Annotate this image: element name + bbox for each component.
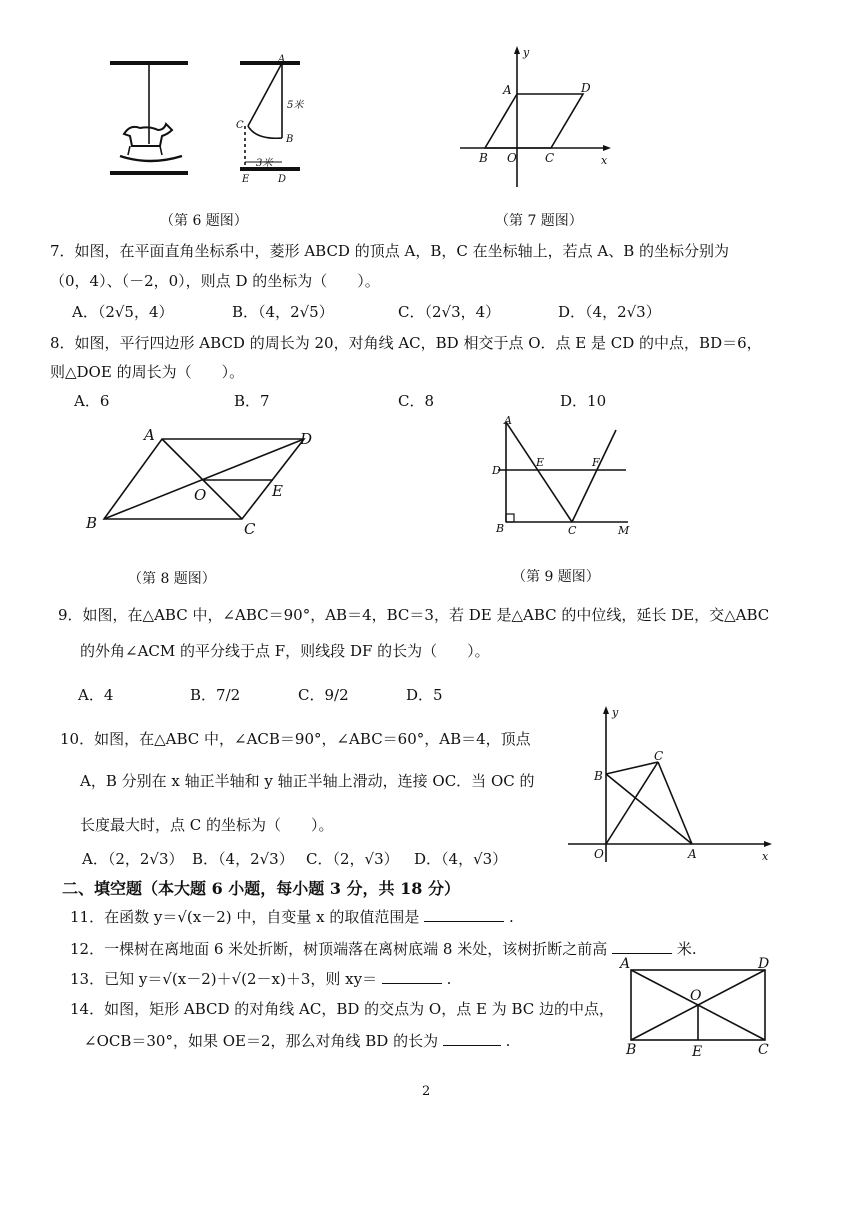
- figure-10: [566, 702, 786, 872]
- fig7-label-a: A: [503, 83, 512, 97]
- figure-6: [100, 52, 340, 192]
- fig14-label-o: O: [690, 988, 702, 1004]
- section-2-title: 二、填空题（本大题 6 小题，每小题 3 分，共 18 分）: [62, 879, 460, 898]
- q12-stem: 12．一棵树在离地面 6 米处折断，树顶端落在离树底端 8 米处，该树折断之前高: [70, 940, 608, 958]
- fig9-label-d: D: [492, 464, 501, 477]
- q13-end: .: [446, 970, 452, 988]
- fig14-label-c: C: [758, 1042, 769, 1058]
- q13-text: [70, 968, 451, 989]
- q7-line2: （0，4）、（－2，0），则点 D 的坐标为（ ）。: [50, 272, 380, 290]
- q8-option-c: C．8: [398, 392, 435, 410]
- q9-option-d: D．5: [406, 686, 443, 704]
- q7-option-c: C．（2√3，4）: [398, 303, 501, 321]
- q9-option-b: B．7/2: [190, 686, 241, 704]
- q8-option-d: D．10: [560, 392, 607, 410]
- q10-option-a: A．（2，2√3）: [82, 850, 184, 868]
- fig10-label-o: O: [594, 847, 604, 861]
- q11-end: .: [508, 908, 514, 926]
- fig8-label-b: B: [86, 514, 98, 532]
- fig7-label-d: D: [581, 81, 591, 95]
- q8-line1: 8．如图，平行四边形 ABCD 的周长为 20，对角线 AC，BD 相交于点 O．点 E 是 CD 的中点，BD＝6，: [50, 334, 762, 352]
- fig8-label-e: E: [272, 482, 283, 500]
- q8-option-b: B．7: [234, 392, 270, 410]
- fig7-label-y: y: [523, 46, 530, 59]
- fig10-label-b: B: [594, 769, 603, 783]
- q9-option-a: A．4: [78, 686, 114, 704]
- fig10-label-a: A: [688, 847, 697, 861]
- fig6-label-d: D: [278, 174, 287, 185]
- fig14-label-a: A: [620, 956, 631, 972]
- fig7-caption: （第 7 题图）: [495, 213, 583, 229]
- q7-option-b: B．（4，2√5）: [232, 303, 334, 321]
- q10-option-b: B．（4，2√3）: [192, 850, 294, 868]
- q10-line2: A，B 分别在 x 轴正半轴和 y 轴正半轴上滑动，连接 OC．当 OC 的: [80, 772, 535, 790]
- q11-answer-blank[interactable]: [424, 921, 504, 922]
- fig8-label-d: D: [300, 430, 313, 448]
- fig14-label-d: D: [758, 956, 770, 972]
- fig8-label-c: C: [244, 520, 256, 538]
- q9-line2: 的外角∠ACM 的平分线于点 F，则线段 DF 的长为（ ）。: [80, 642, 490, 660]
- q10-line3: 长度最大时，点 C 的坐标为（ ）。: [80, 816, 334, 834]
- q13-answer-blank[interactable]: [382, 983, 442, 984]
- fig6-label-b: B: [286, 134, 294, 145]
- q10-option-c: C．（2，√3）: [306, 850, 399, 868]
- q7-line1: 7．如图，在平面直角坐标系中，菱形 ABCD 的顶点 A，B，C 在坐标轴上，若点 A、B 的坐标分别为: [50, 242, 729, 260]
- fig9-label-c: C: [568, 524, 577, 537]
- fig6-label-e: E: [242, 174, 250, 185]
- q8-line2: 则△DOE 的周长为（ ）。: [50, 363, 245, 381]
- fig6-label-5m: 5米: [287, 100, 304, 111]
- q7-option-d: D．（4，2√3）: [558, 303, 661, 321]
- fig14-label-b: B: [626, 1042, 637, 1058]
- fig8-label-a: A: [144, 426, 155, 444]
- q12-text: [70, 938, 697, 959]
- fig14-label-e: E: [692, 1044, 703, 1060]
- fig7-label-o: O: [507, 151, 517, 165]
- fig6-caption: （第 6 题图）: [160, 213, 248, 229]
- fig8-caption: （第 8 题图）: [128, 571, 216, 587]
- q8-option-a: A．6: [74, 392, 110, 410]
- q11-text: [70, 906, 514, 927]
- q14-end: .: [505, 1032, 511, 1050]
- fig10-label-x: x: [762, 850, 769, 863]
- fig7-label-x: x: [601, 154, 608, 167]
- q9-option-c: C．9/2: [298, 686, 349, 704]
- fig6-label-a: A: [278, 54, 286, 65]
- q13-stem: 13．已知 y＝√(x－2)＋√(2－x)＋3，则 xy＝: [70, 970, 378, 988]
- fig6-label-c: C: [236, 120, 244, 131]
- fig10-label-y: y: [612, 706, 619, 719]
- page-number: 2: [422, 1084, 431, 1099]
- rocking-horse-icon: [120, 124, 182, 161]
- fig7-label-b: B: [479, 151, 488, 165]
- fig7-label-c: C: [545, 151, 555, 165]
- fig8-label-o: O: [194, 486, 207, 504]
- fig9-caption: （第 9 题图）: [512, 569, 600, 585]
- q12-end: 米.: [676, 940, 697, 958]
- q11-stem: 11．在函数 y＝√(x－2) 中，自变量 x 的取值范围是: [70, 908, 420, 926]
- q14-line2-wrap: [84, 1030, 510, 1051]
- fig10-label-c: C: [654, 749, 664, 763]
- fig9-label-f: F: [592, 456, 600, 469]
- fig9-label-b: B: [496, 522, 505, 535]
- fig9-label-m: M: [618, 524, 630, 537]
- figure-8: [82, 420, 332, 540]
- figure-9: [490, 414, 640, 544]
- q14-line2: ∠OCB＝30°，如果 OE＝2，那么对角线 BD 的长为: [84, 1032, 439, 1050]
- figure-7: [455, 42, 625, 192]
- q14-line1: 14．如图，矩形 ABCD 的对角线 AC，BD 的交点为 O，点 E 为 BC 边的中点，: [70, 1000, 615, 1018]
- q10-line1: 10．如图，在△ABC 中，∠ACB＝90°，∠ABC＝60°，AB＝4，顶点: [60, 730, 531, 748]
- fig6-label-3m: 3米: [256, 158, 273, 169]
- q9-line1: 9．如图，在△ABC 中，∠ABC＝90°，AB＝4，BC＝3，若 DE 是△ABC 的中位线，延长 DE，交△ABC: [58, 606, 770, 624]
- fig9-label-e: E: [536, 456, 545, 469]
- q10-option-d: D．（4，√3）: [414, 850, 508, 868]
- q14-answer-blank[interactable]: [443, 1045, 501, 1046]
- figure-14: [618, 952, 798, 1060]
- q7-option-a: A．（2√5，4）: [72, 303, 174, 321]
- fig9-label-a: A: [504, 414, 512, 427]
